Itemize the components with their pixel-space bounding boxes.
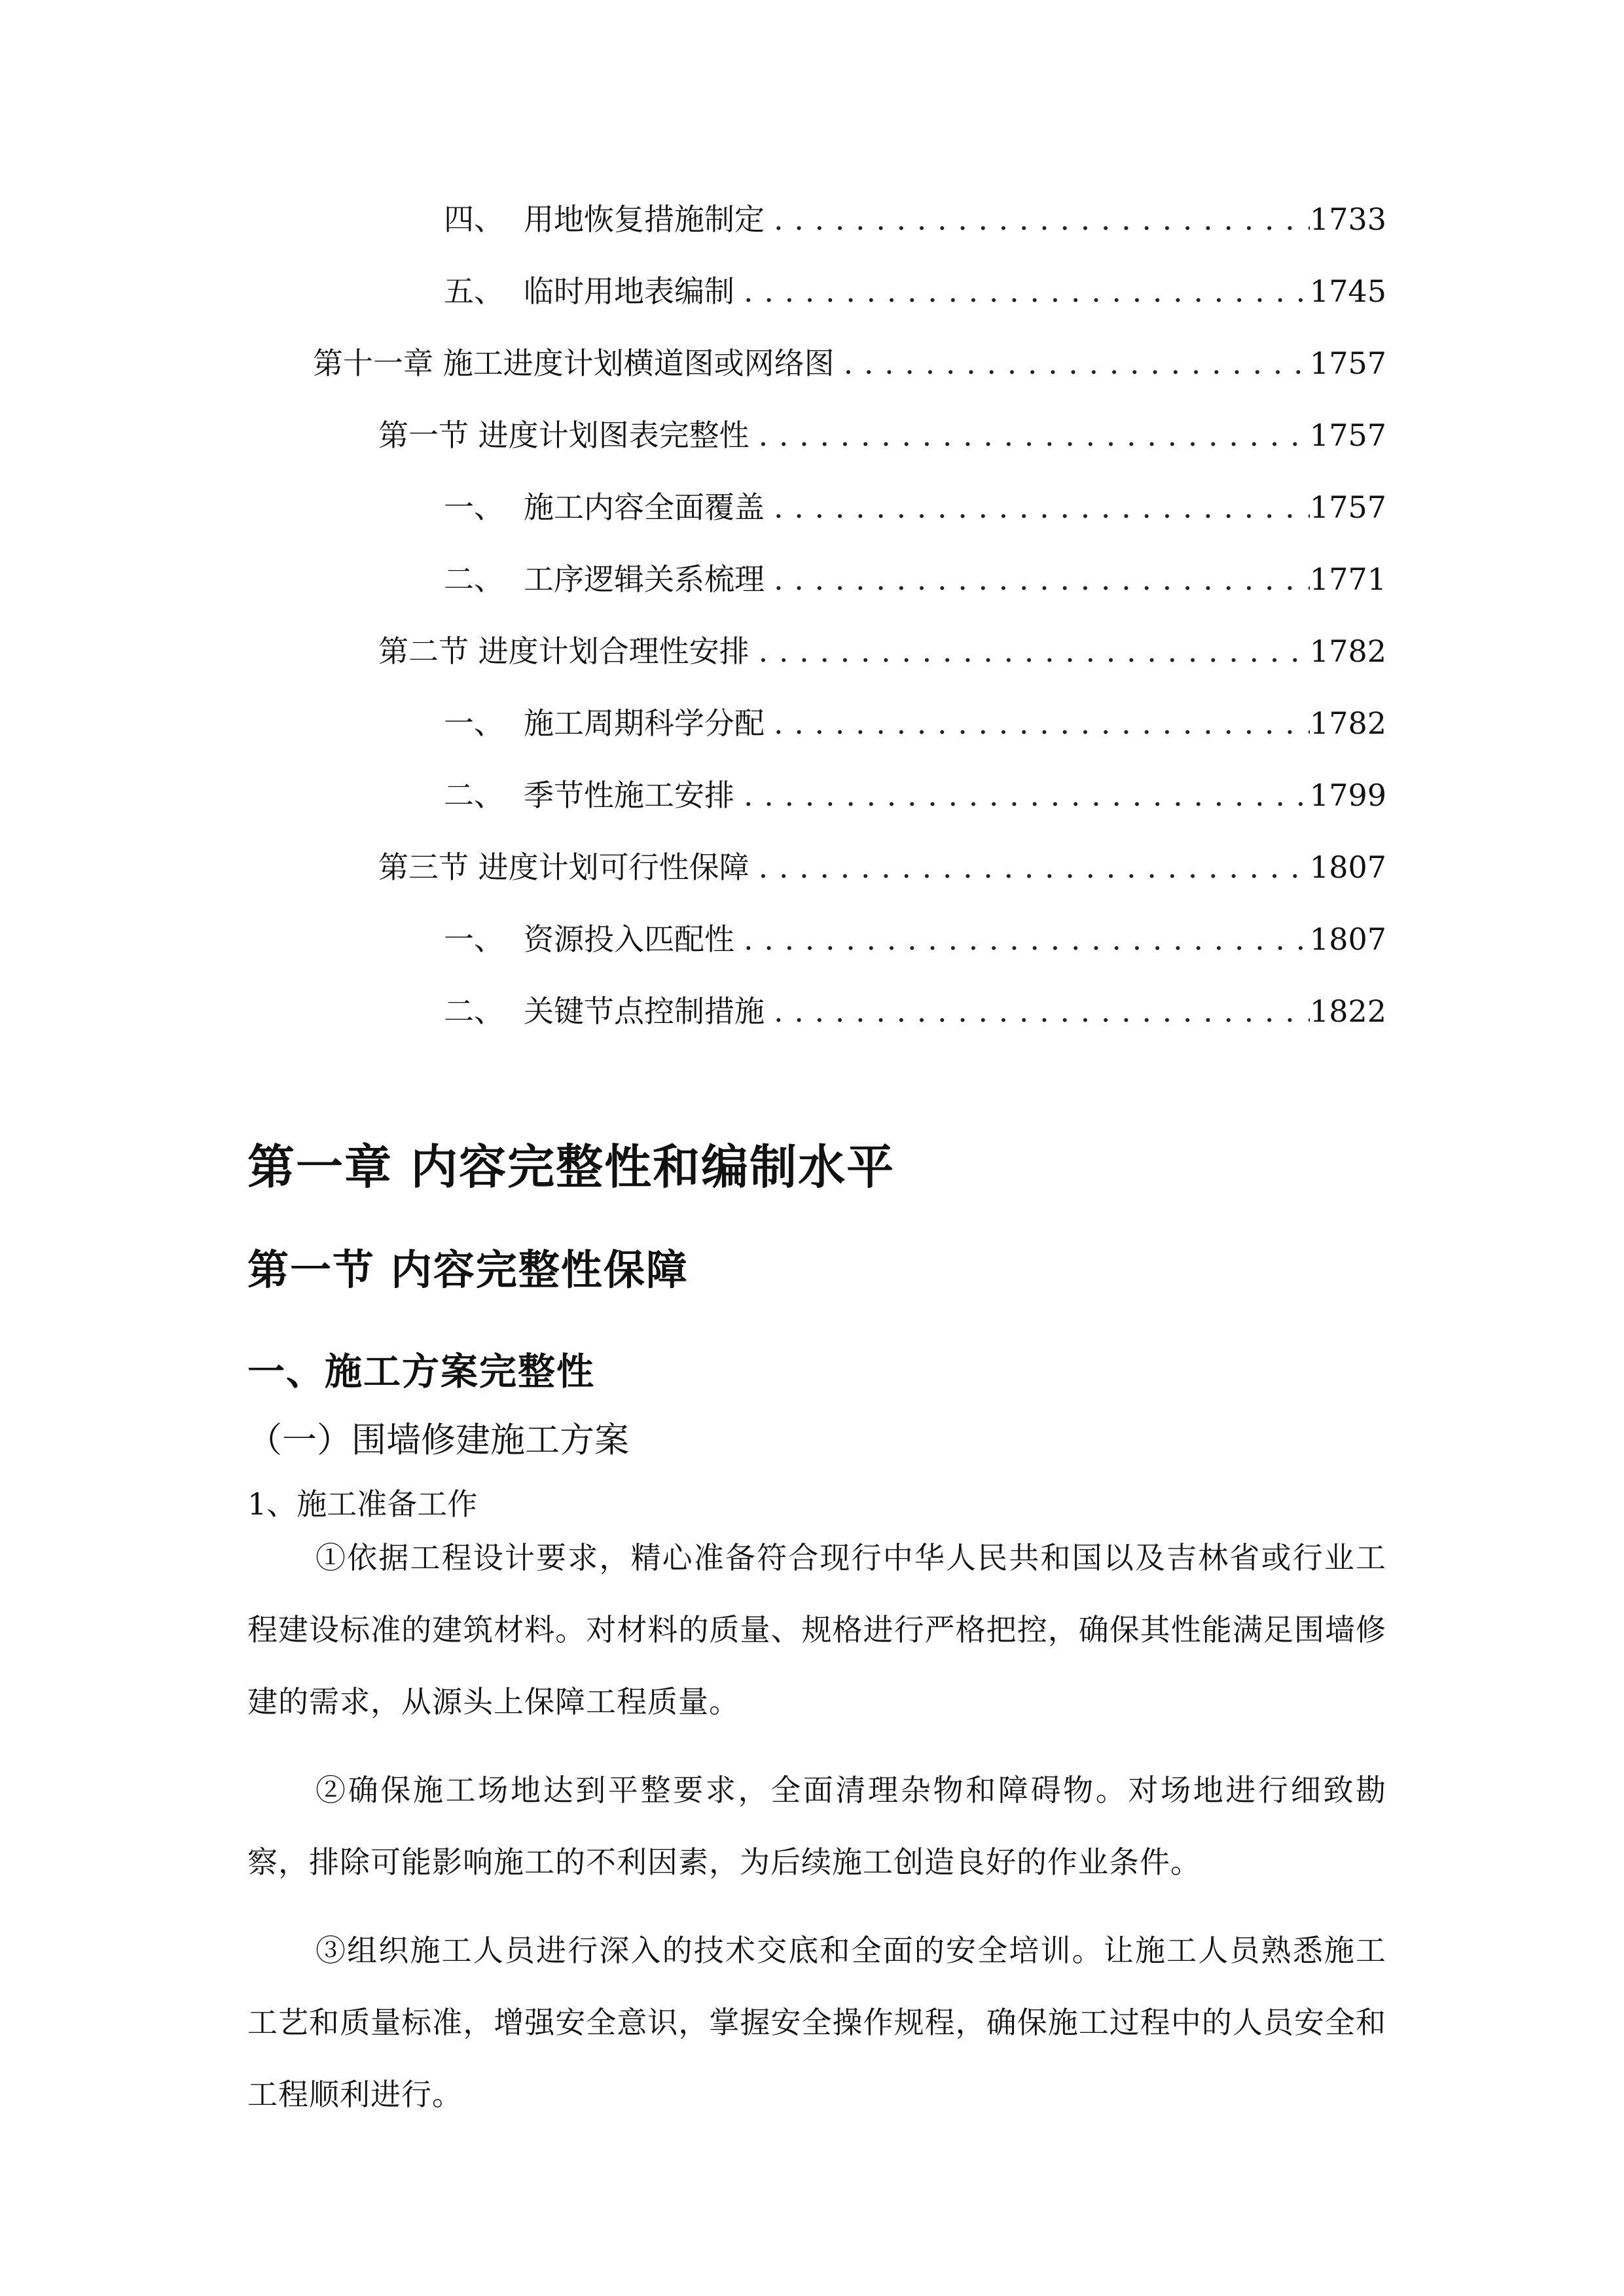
toc-dot-leader (765, 697, 1310, 749)
toc-entry-number: 四、 (444, 202, 504, 237)
toc-entry-label: 季节性施工安排 (524, 778, 734, 813)
toc-entry-title (444, 769, 734, 821)
toc-entry[interactable] (444, 913, 1386, 965)
toc-page-number: 1745 (1309, 274, 1386, 309)
toc-entry[interactable] (444, 769, 1386, 821)
toc-entry-section[interactable] (378, 841, 1386, 893)
toc-entry-label: 施工周期科学分配 (524, 706, 765, 741)
toc-dot-leader (765, 553, 1310, 605)
toc-dot-leader (749, 409, 1310, 461)
toc-entry-label: 工序逻辑关系梳理 (524, 562, 765, 597)
toc-entry-title (444, 193, 765, 245)
toc-entry-number: 二、 (444, 778, 504, 813)
toc-entry-label: 第十一章 施工进度计划横道图或网络图 (313, 346, 835, 381)
toc-page-number: 1782 (1309, 706, 1386, 741)
toc-page-number: 1807 (1309, 850, 1386, 885)
toc-dot-leader (765, 985, 1310, 1037)
body-paragraph: ②确保施工场地达到平整要求，全面清理杂物和障碍物。对场地进行细致勘察，排除可能影响施工的不利因素，为后续施工创造良好的作业条件。 (247, 1772, 1386, 1880)
toc-entry-label: 临时用地表编制 (524, 274, 734, 309)
toc-page-number: 1757 (1309, 490, 1386, 525)
toc-entry-chapter[interactable] (313, 337, 1386, 389)
toc-dot-leader (749, 841, 1310, 893)
toc-entry[interactable] (444, 985, 1386, 1037)
toc-entry[interactable] (444, 697, 1386, 749)
toc-entry-number: 一、 (444, 706, 504, 741)
toc-page-number: 1822 (1309, 994, 1386, 1029)
subsection-heading: 一、施工方案完整性 (247, 1350, 595, 1393)
toc-entry-label: 第一节 进度计划图表完整性 (378, 418, 749, 453)
toc-entry-label: 关键节点控制措施 (524, 994, 765, 1029)
toc-dot-leader (734, 913, 1310, 965)
toc-entry-number: 一、 (444, 490, 504, 525)
toc-entry-title (444, 985, 765, 1037)
numbered-heading: 1、施工准备工作 (247, 1486, 478, 1522)
toc-page-number: 1807 (1309, 922, 1386, 957)
toc-entry[interactable] (444, 193, 1386, 245)
toc-entry-section[interactable] (378, 625, 1386, 677)
toc-page-number: 1757 (1309, 346, 1386, 381)
body-paragraph: ①依据工程设计要求，精心准备符合现行中华人民共和国以及吉林省或行业工程建设标准的建筑材料。对材料的质量、规格进行严格把控，确保其性能满足围墙修建的需求，从源头上保障工程质量。 (247, 1540, 1386, 1719)
toc-entry-title (444, 697, 765, 749)
toc-dot-leader (835, 337, 1310, 389)
toc-entry-label: 第三节 进度计划可行性保障 (378, 850, 749, 885)
toc-page-number: 1757 (1309, 418, 1386, 453)
toc-dot-leader (734, 769, 1310, 821)
toc-entry-title (444, 481, 765, 533)
toc-entry-label: 第二节 进度计划合理性安排 (378, 634, 749, 669)
toc-entry-number: 一、 (444, 922, 504, 957)
toc-entry[interactable] (444, 553, 1386, 605)
toc-dot-leader (734, 265, 1310, 317)
toc-page-number: 1771 (1309, 562, 1386, 597)
toc-entry-title (444, 265, 734, 317)
body-paragraph: ③组织施工人员进行深入的技术交底和全面的安全培训。让施工人员熟悉施工工艺和质量标准，增强安全意识，掌握安全操作规程，确保施工过程中的人员安全和工程顺利进行。 (247, 1933, 1386, 2112)
toc-entry[interactable] (444, 265, 1386, 317)
chapter-heading: 第一章 内容完整性和编制水平 (247, 1139, 895, 1194)
toc-entry-label: 资源投入匹配性 (524, 922, 734, 957)
toc-entry-label: 用地恢复措施制定 (524, 202, 765, 237)
toc-page-number: 1799 (1309, 778, 1386, 813)
toc-page-number: 1782 (1309, 634, 1386, 669)
toc-dot-leader (765, 481, 1310, 533)
toc-entry-title (444, 553, 765, 605)
toc-dot-leader (749, 625, 1310, 677)
toc-entry[interactable] (444, 481, 1386, 533)
toc-page-number: 1733 (1309, 202, 1386, 237)
paren-heading: （一）围墙修建施工方案 (247, 1420, 629, 1460)
toc-entry-number: 二、 (444, 994, 504, 1029)
toc-entry-number: 二、 (444, 562, 504, 597)
toc-dot-leader (765, 193, 1310, 245)
section-heading: 第一节 内容完整性保障 (247, 1246, 689, 1294)
toc-entry-section[interactable] (378, 409, 1386, 461)
toc-entry-label: 施工内容全面覆盖 (524, 490, 765, 525)
toc-entry-title (444, 913, 734, 965)
toc-entry-number: 五、 (444, 274, 504, 309)
